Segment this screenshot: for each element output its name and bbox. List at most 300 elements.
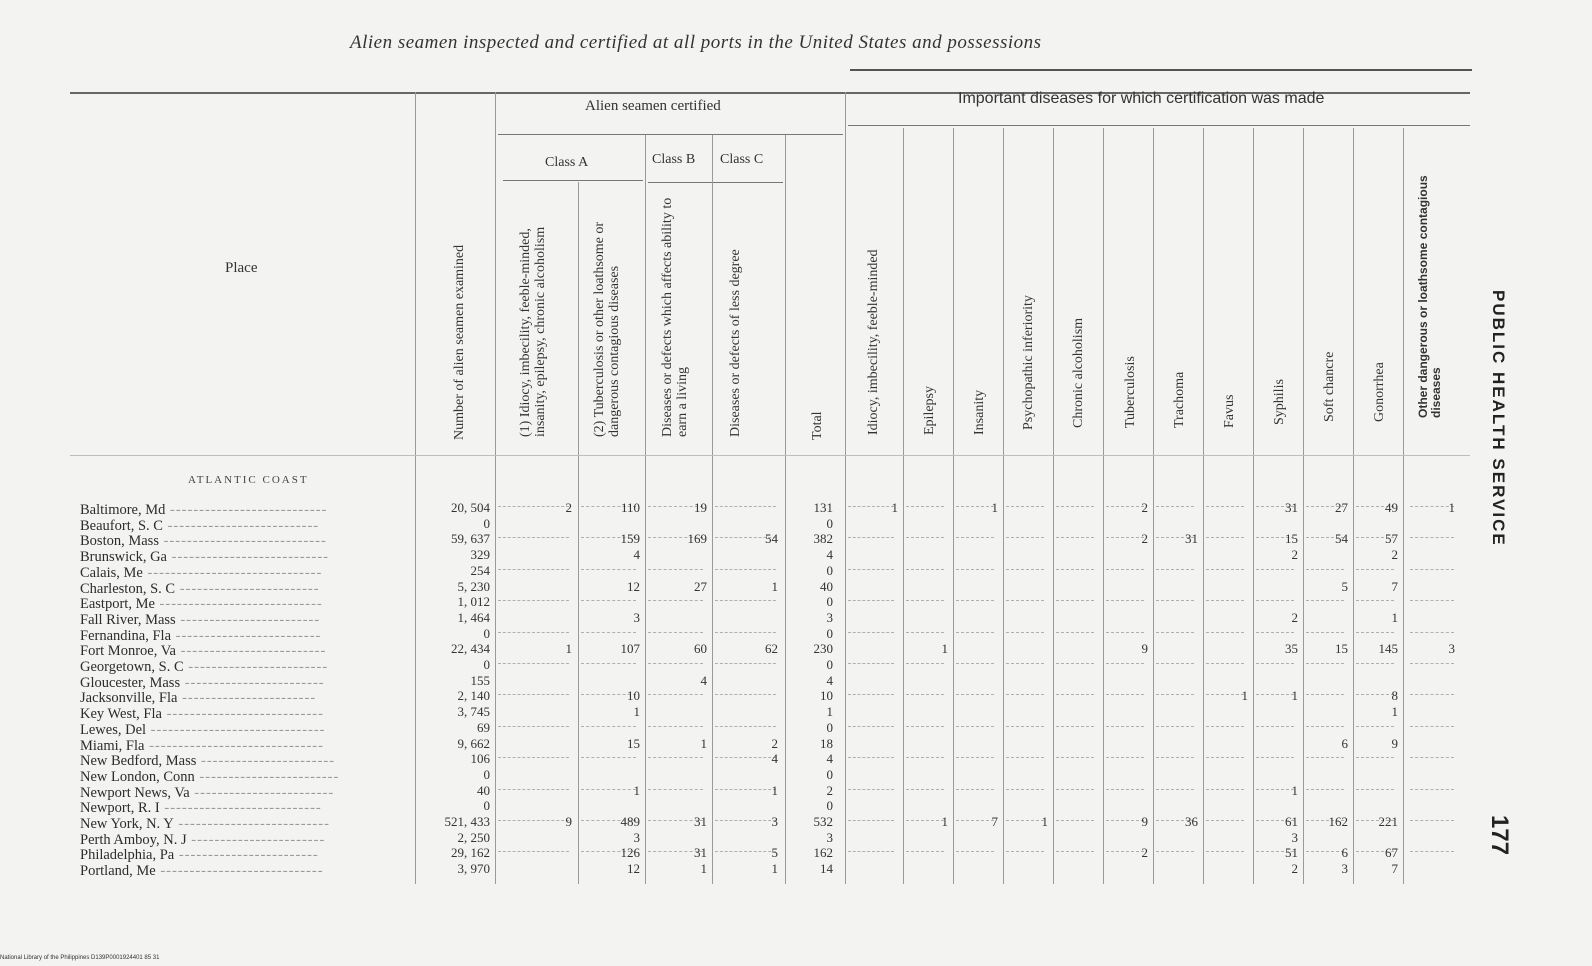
place-label: Miami, Fla [80, 737, 145, 754]
d-tb-header: Tuberculosis [1123, 356, 1138, 428]
rule-v [1203, 128, 1204, 884]
total-count: 4 [826, 751, 833, 767]
examined-count: 3, 970 [457, 861, 490, 877]
data-cell: 54 [1335, 531, 1348, 547]
data-cell: 31 [1285, 500, 1298, 515]
place-name [80, 722, 326, 739]
data-cell: 3 [771, 814, 778, 829]
cell-leader [715, 726, 776, 727]
rule-v [953, 128, 954, 884]
place-label: Newport News, Va [80, 784, 190, 801]
cell-leader [848, 663, 894, 664]
total-count: 0 [826, 625, 833, 641]
cell-leader [906, 537, 944, 538]
place-name [80, 675, 325, 692]
cell-leader [1356, 600, 1394, 601]
dot-leader: ------------------------ [183, 659, 329, 675]
place-name [80, 596, 323, 613]
cell-leader [1206, 851, 1244, 852]
data-cell: 1 [891, 500, 898, 515]
place-label: Charleston, S. C [80, 580, 176, 597]
rule-v [1353, 128, 1354, 884]
total-count: 18 [820, 735, 833, 751]
data-cell: 12 [627, 861, 640, 877]
place-name [80, 518, 319, 535]
data-cell: 489 [620, 814, 640, 829]
cell-leader [648, 569, 703, 570]
cell-leader [1410, 600, 1454, 601]
header-bottom-rule [70, 455, 1470, 456]
cell-leader [1356, 789, 1394, 790]
data-cell: 2 [1291, 609, 1298, 625]
total-header: Total [810, 411, 825, 440]
cell-leader [1410, 757, 1454, 758]
d-insanity-header: Insanity [972, 389, 987, 435]
cell-leader [848, 820, 894, 821]
cell-leader [1006, 632, 1044, 633]
examined-count: 20, 504 [451, 500, 490, 515]
dot-leader: ------------------------------ [144, 737, 324, 754]
dot-leader: ------------------------ [180, 674, 325, 691]
data-cell: 5 [771, 845, 778, 861]
place-label: Boston, Mass [80, 533, 159, 550]
cell-leader [1410, 851, 1454, 852]
cell-leader [1206, 757, 1244, 758]
cell-leader [498, 726, 569, 727]
cell-leader [956, 789, 994, 790]
data-cell: 2 [1291, 547, 1298, 563]
data-cell: 162 [1328, 814, 1348, 829]
cell-leader [1056, 757, 1094, 758]
place-name [80, 659, 328, 676]
place-name [80, 706, 324, 723]
data-cell: 49 [1385, 500, 1398, 515]
cell-leader [1306, 789, 1344, 790]
cell-leader [956, 537, 994, 538]
place-name [80, 785, 334, 802]
cell-leader [715, 663, 776, 664]
examined-count: 0 [483, 657, 490, 672]
data-cell: 2 [1291, 861, 1298, 877]
data-cell: 4 [700, 672, 707, 688]
examined-count: 0 [483, 766, 490, 782]
cell-leader [1206, 789, 1244, 790]
cell-leader [906, 694, 944, 695]
cell-leader [1306, 694, 1344, 695]
cell-leader [1256, 632, 1294, 633]
cell-leader [956, 851, 994, 852]
examined-count: 0 [483, 798, 490, 814]
data-cell: 27 [694, 578, 707, 594]
cell-leader [1056, 537, 1094, 538]
data-cell: 1 [700, 735, 707, 751]
cell-leader [1006, 757, 1044, 758]
cell-leader [906, 726, 944, 727]
cell-leader [1410, 569, 1454, 570]
cell-leader [715, 632, 776, 633]
total-count: 3 [826, 829, 833, 845]
rule-v [785, 135, 786, 884]
cell-leader [648, 789, 703, 790]
examined-count: 0 [483, 625, 490, 641]
d-psycho-header: Psychopathic inferiority [1021, 295, 1036, 430]
cell-leader [1356, 569, 1394, 570]
cell-leader [848, 569, 894, 570]
cell-leader [1206, 726, 1244, 727]
dot-leader: --------------------------- [159, 800, 322, 817]
examined-count: 155 [470, 672, 490, 688]
data-cell: 10 [627, 688, 640, 704]
data-cell: 221 [1378, 814, 1398, 829]
cell-leader [906, 789, 944, 790]
data-cell: 15 [1335, 641, 1348, 657]
data-cell: 1 [771, 578, 778, 594]
cell-leader [648, 694, 703, 695]
place-label: Fall River, Mass [80, 611, 176, 628]
cell-leader [498, 600, 569, 601]
data-cell: 1 [1291, 782, 1298, 798]
examined-count: 1, 012 [457, 594, 490, 610]
cell-leader [956, 663, 994, 664]
cell-leader [906, 757, 944, 758]
total-count: 532 [813, 814, 833, 829]
dot-leader: ----------------------- [196, 753, 336, 770]
data-cell: 159 [620, 531, 640, 547]
cell-leader [715, 694, 776, 695]
cell-leader [1256, 726, 1294, 727]
cell-leader [1156, 851, 1194, 852]
total-count: 2 [826, 782, 833, 798]
data-cell: 1 [771, 782, 778, 798]
place-name [80, 502, 327, 519]
cell-leader [956, 600, 994, 601]
dot-leader: -------------------------- [162, 517, 320, 534]
cell-leader [848, 851, 894, 852]
place-label: New London, Conn [80, 768, 195, 785]
place-label: Newport, R. I [80, 800, 160, 817]
rule-v [1253, 128, 1254, 884]
data-cell: 2 [771, 735, 778, 751]
cell-leader [1106, 757, 1144, 758]
total-count: 1 [826, 704, 833, 720]
examined-count: 59, 637 [451, 531, 490, 547]
cell-leader [1006, 663, 1044, 664]
cell-leader [498, 569, 569, 570]
data-cell: 60 [694, 641, 707, 657]
cell-leader [848, 537, 894, 538]
total-count: 4 [826, 547, 833, 563]
data-cell: 19 [694, 500, 707, 515]
dot-leader: ------------------------------ [146, 721, 326, 738]
total-count: 0 [826, 515, 833, 531]
data-cell: 1 [941, 641, 948, 657]
rule-v [845, 92, 846, 884]
d-idiocy-header: Idiocy, imbecility, feeble-minded [866, 249, 881, 435]
data-cell: 12 [627, 578, 640, 594]
cell-leader [1156, 600, 1194, 601]
cell-leader [1206, 537, 1244, 538]
place-label: Portland, Me [80, 863, 156, 880]
cell-leader [848, 789, 894, 790]
examined-count: 2, 140 [457, 688, 490, 704]
cell-leader [1306, 757, 1344, 758]
dot-leader: ------------------------- [176, 643, 327, 660]
dot-leader: --------------------------- [167, 549, 329, 566]
place-label: Gloucester, Mass [80, 674, 181, 691]
cell-leader [1056, 632, 1094, 633]
cell-leader [1106, 694, 1144, 695]
cell-leader [1006, 726, 1044, 727]
cell-leader [1106, 632, 1144, 633]
cell-leader [648, 600, 703, 601]
examined-count: 3, 745 [457, 704, 490, 720]
cell-leader [1106, 600, 1144, 601]
cell-leader [648, 632, 703, 633]
cell-leader [581, 726, 636, 727]
cell-leader [1106, 569, 1144, 570]
cell-leader [1056, 663, 1094, 664]
class-b-col-header: Diseases or defects which affects ability to earn a living [660, 197, 690, 437]
cell-leader [1206, 663, 1244, 664]
cell-leader [498, 757, 569, 758]
page-number: 177 [1486, 815, 1513, 856]
data-cell: 169 [687, 531, 707, 547]
total-count: 40 [820, 578, 833, 594]
place-label: New Bedford, Mass [80, 753, 197, 770]
rule-v [495, 92, 496, 884]
cell-leader [1206, 569, 1244, 570]
data-cell: 51 [1285, 845, 1298, 861]
cell-leader [1006, 506, 1044, 507]
class-bc-rule [648, 182, 783, 183]
diseases-group-rule [848, 125, 1470, 126]
cell-leader [906, 663, 944, 664]
cell-leader [648, 757, 703, 758]
cell-leader [1006, 694, 1044, 695]
place-label: Eastport, Me [80, 596, 155, 613]
data-cell: 3 [633, 609, 640, 625]
class-c-col-header: Diseases or defects of less degree [728, 249, 743, 437]
certified-group-header: Alien seamen certified [585, 98, 721, 114]
running-header: PUBLIC HEALTH SERVICE [1489, 290, 1508, 547]
page-title: Alien seamen inspected and certified at all ports in the United States and possessions [350, 32, 1042, 53]
cell-leader [1410, 537, 1454, 538]
d-other-header: Other dangerous or loathsome contagious diseases [1416, 175, 1443, 418]
data-cell: 31 [694, 814, 707, 829]
cell-leader [1056, 820, 1094, 821]
place-label: Baltimore, Md [80, 502, 166, 518]
total-count: 0 [826, 798, 833, 814]
place-label: Jacksonville, Fla [80, 690, 178, 707]
data-cell: 2 [1141, 531, 1148, 547]
examined-count: 9, 662 [457, 735, 490, 751]
d-trachoma-header: Trachoma [1172, 371, 1187, 428]
data-cell: 5 [1341, 578, 1348, 594]
cell-leader [648, 726, 703, 727]
cell-leader [1256, 663, 1294, 664]
dot-leader: ------------------------ [175, 611, 321, 628]
place-label: Calais, Me [80, 564, 143, 581]
cell-leader [1106, 726, 1144, 727]
place-name [80, 738, 324, 755]
data-cell: 35 [1285, 641, 1298, 657]
cell-leader [906, 506, 944, 507]
data-cell: 1 [633, 704, 640, 720]
data-cell: 61 [1285, 814, 1298, 829]
data-cell: 31 [1185, 531, 1198, 547]
place-name [80, 581, 320, 598]
place-name [80, 690, 316, 707]
cell-leader [1256, 600, 1294, 601]
data-cell: 2 [1141, 845, 1148, 861]
cell-leader [1006, 851, 1044, 852]
cell-leader [1156, 569, 1194, 570]
examined-count: 521, 433 [444, 814, 490, 829]
cell-leader [1256, 569, 1294, 570]
cell-leader [1410, 726, 1454, 727]
cell-leader [581, 569, 636, 570]
cell-leader [581, 663, 636, 664]
class-a2-header: (2) Tuberculosis or other loathsome or dangerous contagious diseases [592, 221, 622, 437]
cell-leader [498, 789, 569, 790]
dot-leader: ----------------------- [186, 831, 326, 848]
data-cell: 9 [1141, 641, 1148, 657]
dot-leader: ---------------------------- [154, 596, 323, 613]
cell-leader [1056, 569, 1094, 570]
data-cell: 4 [633, 547, 640, 563]
cell-leader [581, 757, 636, 758]
total-count: 14 [820, 861, 833, 877]
data-cell: 36 [1185, 814, 1198, 829]
cell-leader [1156, 694, 1194, 695]
examined-count: 5, 230 [457, 578, 490, 594]
data-cell: 1 [1391, 704, 1398, 720]
examined-count: 22, 434 [451, 641, 490, 657]
class-a1-header: (1) Idiocy, imbecility, feeble-minded, insanity, epilepsy, chronic alcoholism [518, 226, 548, 437]
class-c-header: Class C [720, 152, 764, 167]
data-cell: 1 [565, 641, 572, 657]
place-name [80, 612, 320, 629]
cell-leader [1156, 789, 1194, 790]
cell-leader [1106, 789, 1144, 790]
examined-count: 1, 464 [457, 609, 490, 625]
cell-leader [581, 632, 636, 633]
cell-leader [1056, 694, 1094, 695]
place-name [80, 832, 325, 849]
data-cell: 1 [1291, 688, 1298, 704]
data-cell: 3 [1291, 829, 1298, 845]
cell-leader [1206, 506, 1244, 507]
d-alcohol-header: Chronic alcoholism [1071, 317, 1086, 428]
place-name [80, 863, 324, 880]
cell-leader [1056, 726, 1094, 727]
data-cell: 9 [1141, 814, 1148, 829]
cell-leader [1206, 632, 1244, 633]
cell-leader [1356, 632, 1394, 633]
data-cell: 31 [694, 845, 707, 861]
place-label: New York, N. Y [80, 816, 174, 832]
place-name [80, 816, 330, 833]
rule-v [1103, 128, 1104, 884]
place-label: Perth Amboy, N. J [80, 831, 187, 848]
data-cell: 62 [765, 641, 778, 657]
examined-count: 254 [470, 562, 490, 578]
place-label: Fort Monroe, Va [80, 643, 176, 660]
dot-leader: ------------------------ [189, 784, 335, 801]
cell-leader [1206, 820, 1244, 821]
rule-v [415, 92, 416, 884]
cell-leader [498, 537, 569, 538]
data-cell: 8 [1391, 688, 1398, 704]
diseases-group-header: Important diseases for which certification was made [958, 90, 1325, 107]
data-cell: 3 [1448, 641, 1455, 657]
cell-leader [1006, 789, 1044, 790]
class-a-rule [503, 180, 643, 181]
cell-leader [1410, 820, 1454, 821]
cell-leader [848, 632, 894, 633]
data-cell: 3 [633, 829, 640, 845]
cell-leader [1356, 726, 1394, 727]
dot-leader: --------------------------- [161, 706, 324, 723]
cell-leader [906, 851, 944, 852]
data-cell: 1 [991, 500, 998, 515]
total-count: 382 [813, 531, 833, 547]
d-favus-header: Favus [1222, 394, 1237, 428]
class-b-header: Class B [652, 152, 696, 167]
place-name [80, 643, 326, 660]
data-cell: 67 [1385, 845, 1398, 861]
data-cell: 145 [1378, 641, 1398, 657]
cell-leader [848, 726, 894, 727]
place-name [80, 800, 322, 817]
total-count: 3 [826, 609, 833, 625]
data-cell: 9 [1391, 735, 1398, 751]
data-cell: 1 [1391, 609, 1398, 625]
total-count: 131 [813, 500, 833, 515]
rule-v [712, 135, 713, 884]
total-count: 162 [813, 845, 833, 861]
d-syphilis-header: Syphilis [1272, 379, 1287, 425]
rule-v [903, 128, 904, 884]
place-label: Fernandina, Fla [80, 627, 172, 644]
cell-leader [581, 600, 636, 601]
data-cell: 110 [620, 500, 640, 515]
cell-leader [1356, 663, 1394, 664]
place-header: Place [225, 260, 258, 276]
place-name [80, 847, 319, 864]
place-label: Georgetown, S. C [80, 659, 184, 675]
data-cell: 2 [565, 500, 572, 515]
data-cell: 7 [1391, 861, 1398, 877]
data-cell: 57 [1385, 531, 1398, 547]
cell-leader [1410, 632, 1454, 633]
footer-credit: National Library of the Philippines D139P0001924401 85 31 [0, 955, 160, 961]
dot-leader: ---------------------------- [158, 533, 327, 550]
examined-count: 329 [470, 547, 490, 563]
data-cell: 1 [1041, 814, 1048, 829]
d-gonorrhea-header: Gonorrhea [1372, 362, 1387, 422]
total-count: 0 [826, 657, 833, 672]
examined-count: 29, 162 [451, 845, 490, 861]
cell-leader [1410, 663, 1454, 664]
total-count: 230 [813, 641, 833, 657]
rule-v [1303, 128, 1304, 884]
examined-count: 0 [483, 515, 490, 531]
data-cell: 6 [1341, 735, 1348, 751]
data-cell: 1 [700, 861, 707, 877]
rule-v [645, 135, 646, 884]
cell-leader [1006, 569, 1044, 570]
